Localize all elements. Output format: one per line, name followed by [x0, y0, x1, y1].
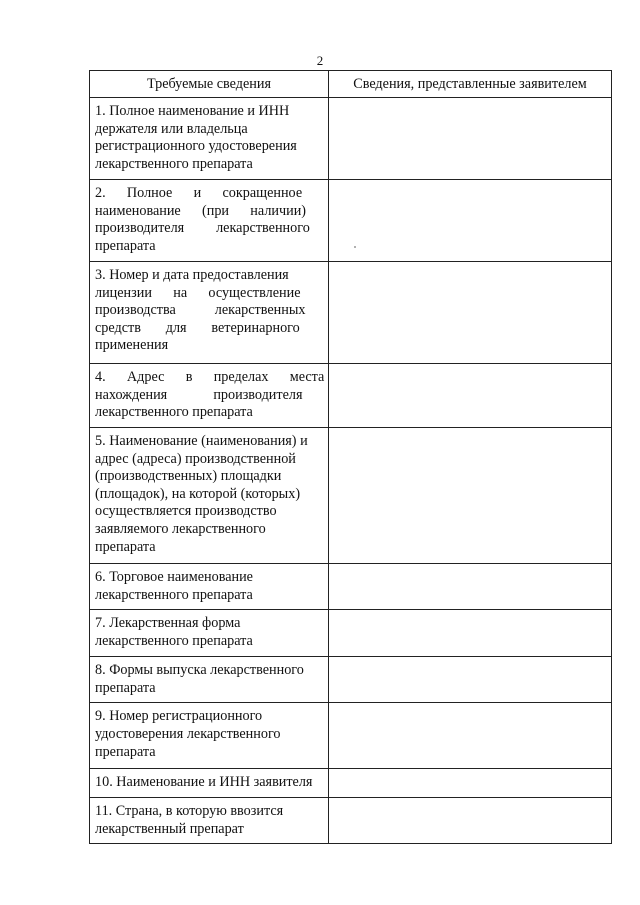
cell-text-line: адрес (адреса) производственной: [95, 450, 296, 467]
table-row: [90, 428, 612, 564]
cell-text-line: удостоверения лекарственного: [95, 725, 281, 742]
cell-text-line: препарата: [95, 743, 156, 760]
provided-info-cell[interactable]: [329, 428, 612, 564]
table-row: [90, 797, 612, 843]
cell-text-line: лекарственный препарат: [95, 820, 244, 837]
cell-text-line: средств для ветеринарного: [95, 319, 300, 336]
required-info-cell: [90, 98, 329, 180]
cell-text-line: 7. Лекарственная форма: [95, 615, 241, 632]
cell-text-line: лицензии на осуществление: [95, 284, 301, 301]
required-info-cell: [90, 180, 329, 262]
table-row: [90, 610, 612, 657]
cell-text-line: заявляемого лекарственного: [95, 520, 266, 537]
header-provided-info: Сведения, представленные заявителем: [329, 71, 612, 98]
required-info-cell: [90, 364, 329, 428]
cell-text-line: препарата: [95, 538, 156, 555]
cell-text-line: 1. Полное наименование и ИНН: [95, 103, 290, 119]
provided-info-cell[interactable]: [329, 180, 612, 262]
provided-info-cell[interactable]: [329, 797, 612, 843]
required-info-cell: [90, 797, 329, 843]
table-row: [90, 262, 612, 364]
cell-text-line: препарата: [95, 679, 156, 696]
scan-speck: [354, 246, 356, 248]
table-row: [90, 364, 612, 428]
provided-info-cell[interactable]: [329, 703, 612, 769]
provided-info-cell[interactable]: [329, 610, 612, 657]
cell-text-line: 5. Наименование (наименования) и: [95, 433, 308, 449]
cell-text-line: нахождения производителя: [95, 386, 303, 403]
cell-text-line: 4. Адрес в пределах места: [95, 369, 325, 385]
provided-info-cell[interactable]: [329, 364, 612, 428]
application-form-table: [89, 70, 612, 844]
required-info-cell: [90, 657, 329, 703]
provided-info-cell[interactable]: [329, 657, 612, 703]
cell-text-line: 3. Номер и дата предоставления: [95, 267, 289, 283]
table-header-row: [90, 71, 612, 98]
cell-text-line: 11. Страна, в которую ввозится: [95, 802, 284, 819]
cell-text-line: лекарственного препарата: [95, 155, 253, 172]
provided-info-cell[interactable]: [329, 564, 612, 610]
cell-text-line: регистрационного удостоверения: [95, 138, 297, 155]
cell-text-line: лекарственного препарата: [95, 632, 253, 649]
page-number: 2: [316, 53, 324, 68]
cell-text-line: лекарственного препарата: [95, 404, 253, 421]
required-info-cell: [90, 428, 329, 564]
table-row: [90, 98, 612, 180]
cell-text-line: 10. Наименование и ИНН заявителя: [95, 774, 313, 791]
table-row: [90, 180, 612, 262]
cell-text-line: производителя лекарственного: [95, 220, 310, 237]
cell-text-line: лекарственного препарата: [95, 586, 253, 603]
cell-text-line: 6. Торговое наименование: [95, 569, 253, 585]
required-info-cell: [90, 703, 329, 769]
provided-info-cell[interactable]: [329, 98, 612, 180]
provided-info-cell[interactable]: [329, 769, 612, 798]
required-info-cell: [90, 610, 329, 657]
table-row: [90, 703, 612, 769]
table-row: [90, 564, 612, 610]
cell-text-line: (производственных) площадки: [95, 468, 282, 485]
required-info-cell: [90, 769, 329, 798]
cell-text-line: 2. Полное и сокращенное: [95, 185, 303, 201]
header-required-info: Требуемые сведения: [90, 71, 329, 98]
table-row: [90, 657, 612, 703]
cell-text-line: осуществляется производство: [95, 503, 277, 520]
required-info-cell: [90, 262, 329, 364]
cell-text-line: применения: [95, 337, 169, 354]
cell-text-line: 8. Формы выпуска лекарственного: [95, 662, 304, 679]
cell-text-line: наименование (при наличии): [95, 202, 307, 219]
cell-text-line: (площадок), на которой (которых): [95, 485, 301, 502]
required-info-cell: [90, 564, 329, 610]
table-row: [90, 769, 612, 798]
provided-info-cell[interactable]: [329, 262, 612, 364]
cell-text-line: препарата: [95, 237, 156, 254]
cell-text-line: держателя или владельца: [95, 120, 248, 137]
cell-text-line: производства лекарственных: [95, 302, 306, 319]
cell-text-line: 9. Номер регистрационного: [95, 708, 263, 725]
